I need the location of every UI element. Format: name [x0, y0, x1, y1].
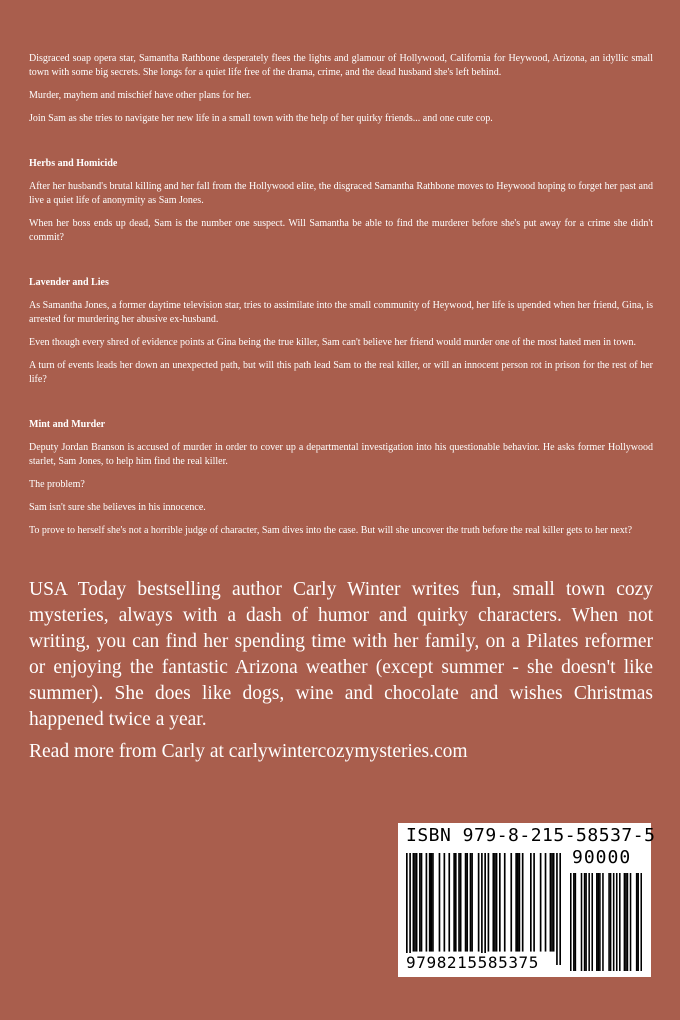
barcode-bar: [439, 853, 441, 952]
blurb-paragraph: After her husband's brutal killing and her fall from the Hollywood elite, the disgraced Samantha Rathbone moves to Heywood hoping to forget her past and live a quiet life of anonymity as Sam Jones.: [29, 181, 653, 206]
barcode-bar: [510, 853, 512, 952]
barcode-number: 9798215585375: [406, 953, 540, 972]
barcode-bar: [515, 853, 517, 952]
barcode-bar: [585, 873, 587, 971]
barcode-bar: [466, 853, 468, 952]
barcode-bar: [619, 873, 621, 971]
barcode-bar: [627, 873, 629, 971]
barcode-bar: [465, 853, 467, 952]
blurb-paragraph: When her boss ends up dead, Sam is the number one suspect. Will Samantha be able to find the murderer before she's put away for a crime she didn't commit?: [29, 218, 653, 243]
barcode-bar: [581, 873, 583, 971]
barcode-bar: [545, 853, 547, 952]
series-blurbs: [29, 52, 653, 547]
barcode-bar: [522, 853, 524, 952]
author-website-line: Read more from Carly at carlywintercozymysteries.com: [29, 741, 468, 762]
barcode-bar: [414, 853, 416, 952]
book-title: Herbs and Homicide: [29, 158, 118, 169]
barcode-bar: [488, 853, 490, 952]
price-addon-bars: [570, 873, 642, 971]
series-intro: [29, 52, 653, 126]
barcode-bar: [602, 873, 604, 971]
barcode-bar: [570, 873, 572, 971]
barcode-bar: [458, 853, 460, 952]
barcode-bar: [556, 853, 558, 965]
barcode-bar: [636, 873, 638, 971]
barcode-bar: [608, 873, 610, 971]
blurb-paragraph: Sam isn't sure she believes in his innocence.: [29, 502, 206, 513]
barcode-bar: [625, 873, 627, 971]
barcode-bar: [575, 873, 577, 971]
barcode-bar: [432, 853, 434, 952]
author-bio: USA Today bestselling author Carly Winter writes fun, small town cozy mysteries, always with a dash of humor and quirky characters. When not writing, you can find her spending time with her family, on a Pilates reformer or enjoying the fantastic Arizona weather (except summer - she doesn't like summer). She does like dogs, wine and chocolate and wishes Christmas happened twice a year.: [29, 579, 653, 730]
barcode-bar: [444, 853, 446, 952]
barcode-bar: [471, 853, 473, 952]
barcode-bar: [591, 873, 593, 971]
blurb-paragraph: Even though every shred of evidence points at Gina being the true killer, Sam can't believe her friend would murder one of the most hated men in town.: [29, 337, 637, 348]
barcode-bar: [598, 873, 600, 971]
barcode-bar: [530, 853, 532, 952]
book-blurb-mint-and-murder: [29, 418, 653, 538]
barcode-bar: [596, 873, 598, 971]
intro-paragraph: Disgraced soap opera star, Samantha Rathbone desperately flees the lights and glamour of Hollywood, California for Heywood, Arizona, an idyllic small town with some big secrets. She longs for a quiet life free of the drama, crime, and the dead husband she's left behind.: [29, 53, 653, 78]
barcode-bar: [419, 853, 421, 952]
barcode-bar: [630, 873, 632, 971]
barcode-bar: [430, 853, 432, 952]
book-blurb-herbs-and-homicide: [29, 157, 653, 245]
barcode-bar: [499, 853, 501, 952]
barcode-bar: [573, 873, 575, 971]
book-blurb-lavender-and-lies: [29, 276, 653, 387]
blurb-paragraph: The problem?: [29, 479, 85, 490]
author-bio-section: [29, 577, 653, 765]
barcode-bar: [540, 853, 542, 952]
barcode-bar: [559, 853, 561, 965]
barcode-bar: [584, 873, 586, 971]
barcode-bar: [492, 853, 494, 952]
barcode-bar: [553, 853, 555, 952]
barcode-bar: [421, 853, 423, 952]
barcode-bars: [406, 853, 561, 965]
isbn-label: ISBN 979-8-215-58537-5: [406, 825, 656, 846]
barcode-bar: [588, 873, 590, 971]
book-title: Mint and Murder: [29, 419, 106, 430]
barcode-bar: [496, 853, 498, 952]
barcode-bar: [455, 853, 457, 952]
barcode-bar: [453, 853, 455, 952]
barcode-bar: [624, 873, 626, 971]
barcode-bar: [517, 853, 519, 952]
barcode-bar: [637, 873, 639, 971]
barcode-bar: [484, 853, 486, 965]
barcode-bar: [460, 853, 462, 952]
barcode-bar: [478, 853, 480, 952]
book-title: Lavender and Lies: [29, 277, 109, 288]
barcode-bar: [519, 853, 521, 952]
barcode-bar: [613, 873, 615, 971]
barcode-bar: [640, 873, 642, 971]
barcode-bar: [616, 873, 618, 971]
price-code: 90000: [572, 847, 632, 868]
barcode-bar: [409, 853, 411, 965]
barcode-bar: [481, 853, 483, 965]
barcode-bar: [426, 853, 428, 952]
barcode-bar: [551, 853, 553, 952]
blurb-paragraph: As Samantha Jones, a former daytime television star, tries to assimilate into the small community of Heywood, her life is upended when her friend, Gina, is arrested for murdering her abusive ex-husband.: [29, 300, 653, 325]
intro-paragraph: Murder, mayhem and mischief have other plans for her.: [29, 90, 252, 101]
blurb-paragraph: A turn of events leads her down an unexpected path, but will this path lead Sam to the real killer, or will an innocent person rot in prison for the rest of her life?: [29, 360, 653, 385]
barcode-bar: [470, 853, 472, 952]
barcode-bar: [448, 853, 450, 952]
blurb-paragraph: To prove to herself she's not a horrible judge of character, Sam dives into the case. But will she uncover the truth before the real killer gets to her next?: [29, 525, 633, 536]
barcode-bar: [416, 853, 418, 952]
barcode-bar: [406, 853, 408, 965]
barcode-bar: [413, 853, 415, 952]
barcode-bar: [610, 873, 612, 971]
blurb-paragraph: Deputy Jordan Branson is accused of murder in order to cover up a departmental investigation into his questionable behavior. He asks former Hollywood starlet, Sam Jones, to help him find the real killer.: [29, 442, 653, 467]
barcode-bar: [429, 853, 431, 952]
barcode-bar: [494, 853, 496, 952]
intro-paragraph: Join Sam as she tries to navigate her new life in a small town with the help of her quirky friends... and one cute cop.: [29, 113, 493, 124]
barcode-bar: [504, 853, 506, 952]
barcode-bar: [550, 853, 552, 952]
barcode-bar: [533, 853, 535, 952]
isbn-barcode: [398, 823, 656, 977]
barcode-bar: [599, 873, 601, 971]
